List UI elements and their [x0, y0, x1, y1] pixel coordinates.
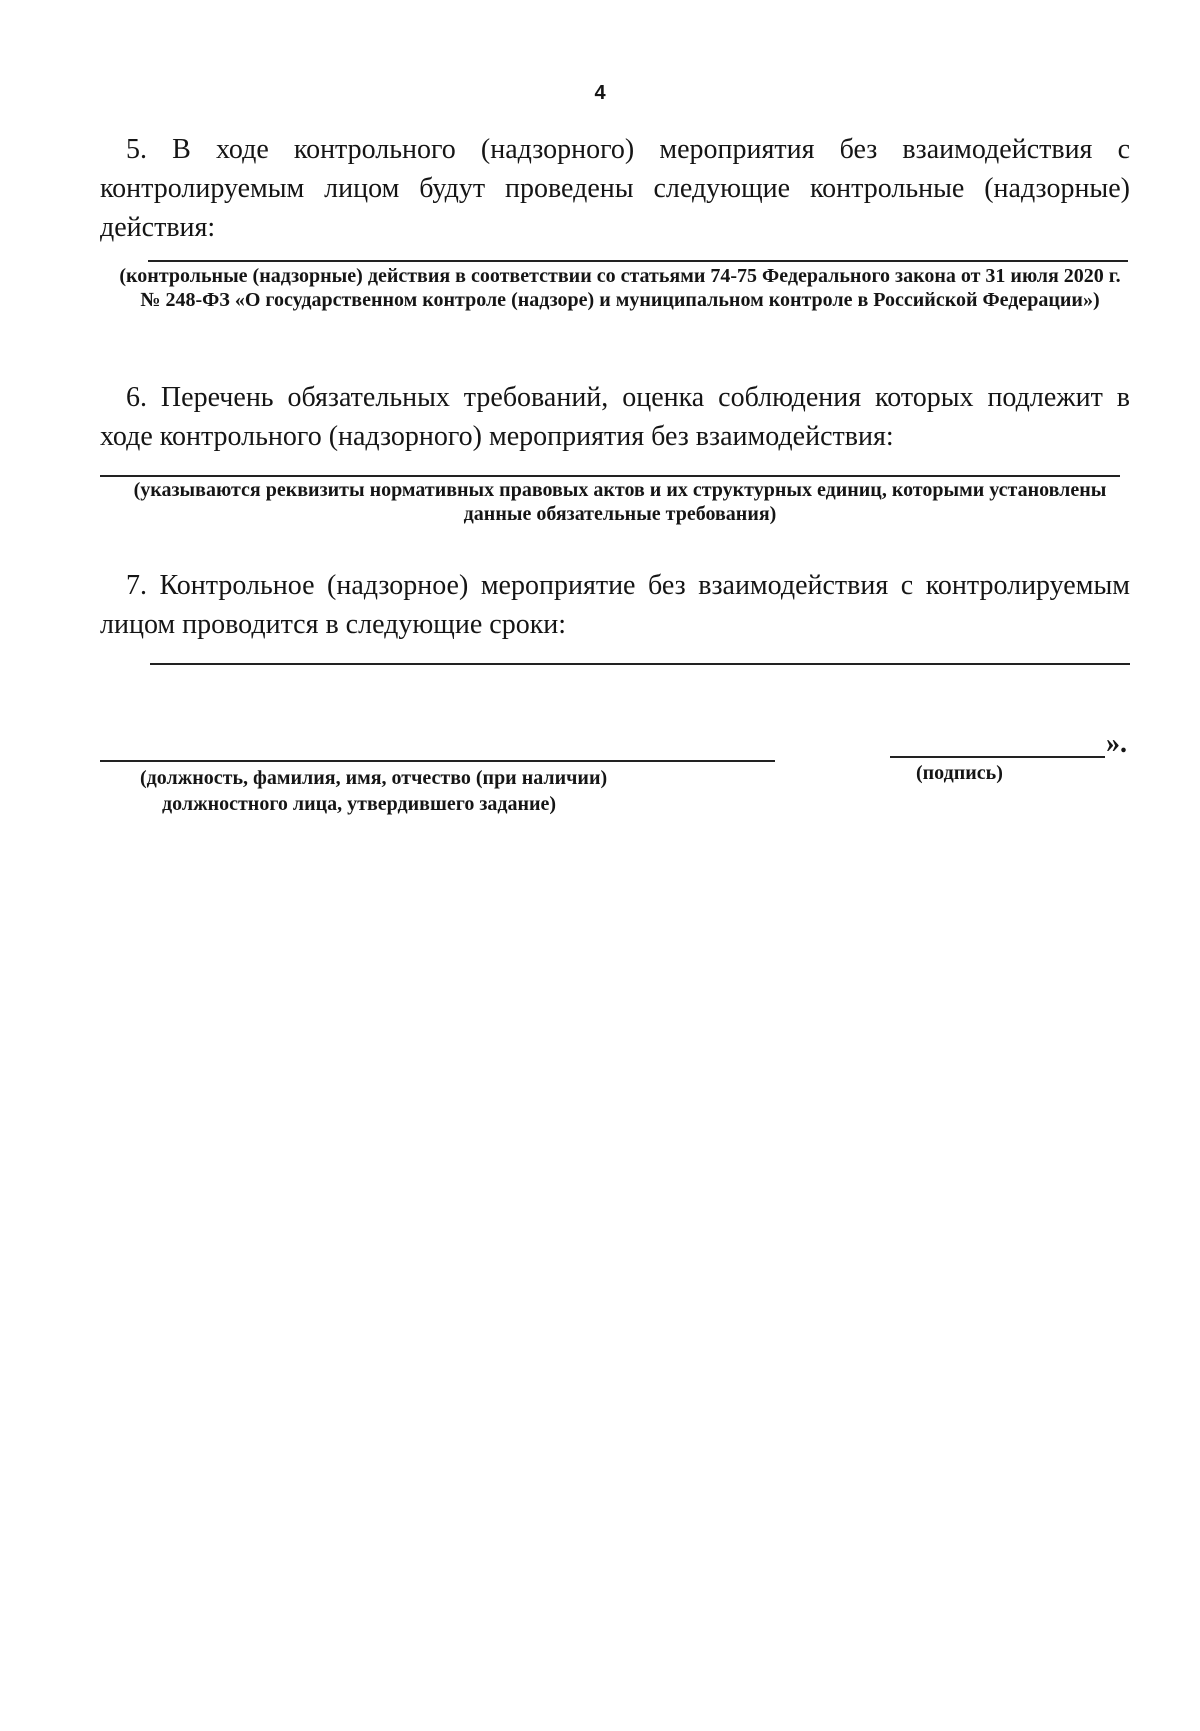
section-5-fill-line: [148, 260, 1128, 262]
official-caption-line2: должностного лица, утвердившего задание): [162, 793, 557, 815]
section-6-text: 6. Перечень обязательных требований, оценка соблюдения которых подлежит в ходе контрольного (надзорного) мероприятия без взаимодействия:: [100, 382, 1130, 452]
signature-fill-line: [890, 756, 1105, 758]
section-6-fill-line: [100, 475, 1120, 477]
page-number: 4: [594, 82, 606, 104]
section-5-text: 5. В ходе контрольного (надзорного) мероприятия без взаимодействия с контролируемым лицом будут проведены следующие контрольные (надзорные) действия:: [100, 134, 1130, 243]
section-7-fill-line: [150, 663, 1130, 665]
section-5-caption: (контрольные (надзорные) действия в соответствии со статьями 74-75 Федерального закона от 31 июля 2020 г. № 248-ФЗ «О государственном контроле (надзоре) и муниципальном контроле в Российской Федерации»): [119, 265, 1121, 311]
section-6-caption: (указываются реквизиты нормативных правовых актов и их структурных единиц, которыми установлены данные обязательные требования): [133, 479, 1107, 525]
closing-quote: ».: [1106, 728, 1127, 759]
official-caption-line1: (должность, фамилия, имя, отчество (при наличии): [140, 767, 608, 789]
official-fill-line: [100, 760, 775, 762]
signature-caption: (подпись): [916, 762, 1003, 784]
section-7-text: 7. Контрольное (надзорное) мероприятие без взаимодействия с контролируемым лицом проводится в следующие сроки:: [100, 570, 1130, 640]
